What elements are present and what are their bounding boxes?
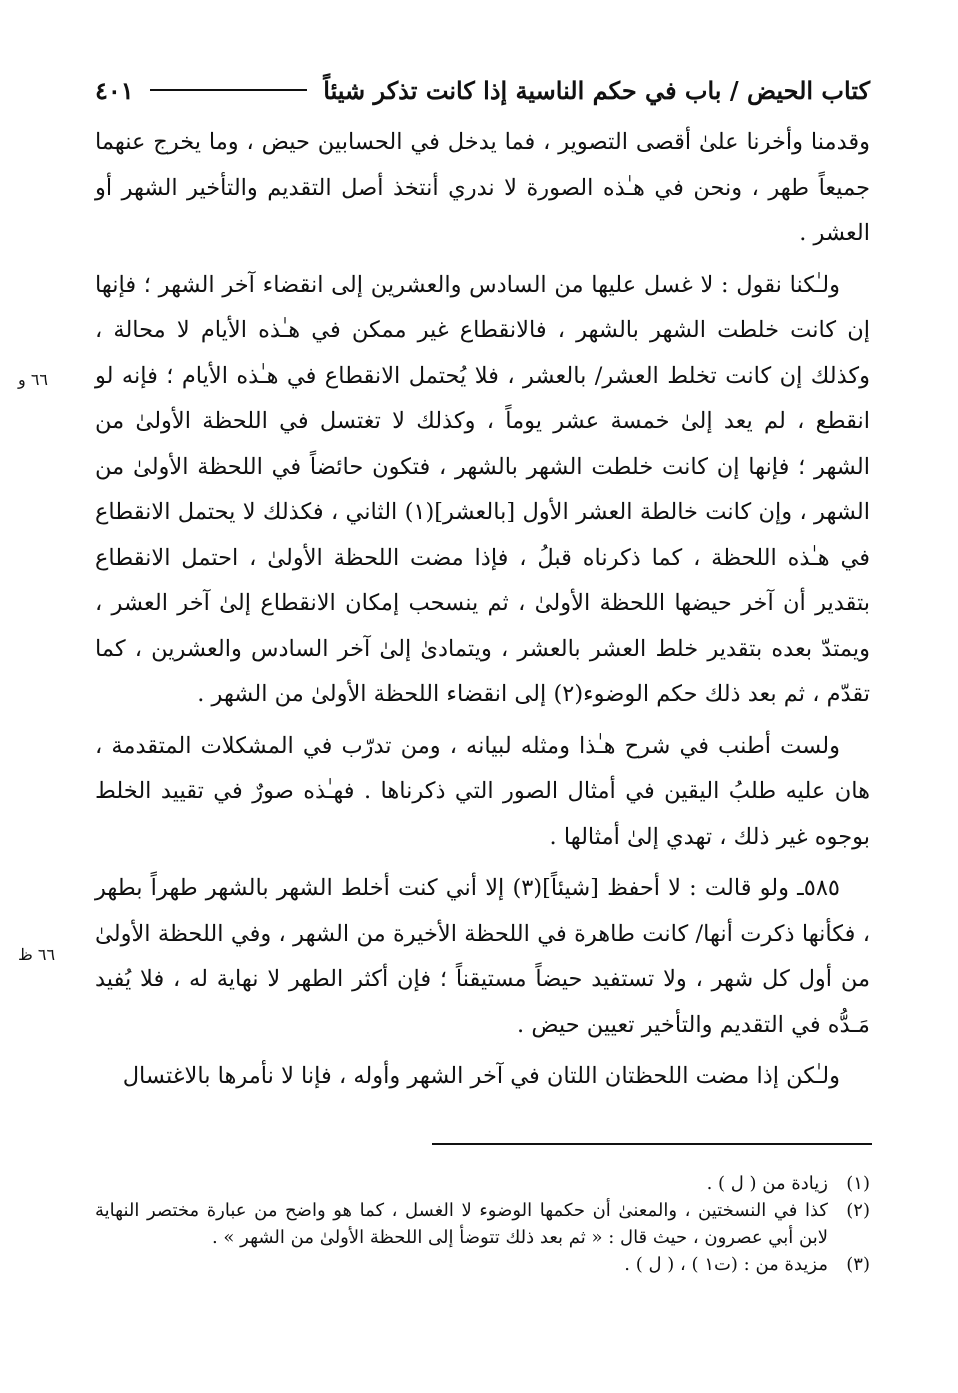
margin-folio-note: ٦٦ و <box>18 370 48 389</box>
footnote-text: مزيدة من : (ت١ ) ، ( ل ) . <box>624 1254 828 1275</box>
footnote-number: (٣) <box>846 1254 870 1275</box>
paragraph: ولست أطنب في شرح هـٰذا ومثله لبيانه ، ومن تدرّب في المشكلات المتقدمة ، هان عليه طلبُ اليقين في أمثال الصور التي ذكرناها . فهـٰذه صورٌ في تقييد الخلط بوجوه غير ذلك ، تهدي إلىٰ أمثالها . <box>95 732 870 850</box>
paragraph: ولـٰكنا نقول : لا غسل عليها من السادس والعشرين إلى انقضاء آخر الشهر ؛ فإنها إن كانت خلطت الشهر بالشهر ، فالانقطاع غير ممكن في هـٰذه الأيام لا محالة ، وكذلك إن كانت تخلط العشر/ بالعشر ، فلا يُحتمل الانقطاع في هـٰذه الأيام ؛ فإنه لو انقطع ، لم يعد إلىٰ خمسة عشر يوماً ، وكذلك لا تغتسل في اللحظة الأولىٰ من الشهر ؛ فإنها إن كانت خلطت الشهر بالشهر ، فتكون حائضاً في اللحظة الأولىٰ من الشهر ، وإن كانت خالطة العشر الأول [بالعشر](١) الثاني ، فكذلك لا يحتمل الانقطاع في هـٰذه اللحظة ، كما ذكرناه قبلُ ، فإذا مضت اللحظة الأولىٰ ، احتمل الانقطاع بتقدير أن آخر حيضها اللحظة الأولىٰ ، ثم ينسحب إمكان الانقطاع إلىٰ آخر العشر ، ويمتدّ بعده بتقدير خلط العشر بالعشر ، ويتمادىٰ إلىٰ آخر السادس والعشرين ، كما تقدّم ، ثم بعد ذلك حكم الوضوء(٢) إلى انقضاء اللحظة الأولىٰ من الشهر . <box>95 271 870 707</box>
footnote <box>95 1197 870 1251</box>
footnote-number: (٢) <box>846 1200 870 1221</box>
page-number: ٤٠١ <box>95 75 134 105</box>
footnote-text: كذا في النسختين ، والمعنىٰ أن حكمها الوضوء لا الغسل ، كما هو واضح من عبارة مختصر النهاية لابن أبي عصرون ، حيث قال : « ثم بعد ذلك تتوضأ إلى اللحظة الأولىٰ من الشهر » . <box>95 1200 828 1248</box>
footnote <box>95 1170 870 1197</box>
footnote <box>95 1251 870 1278</box>
margin-folio-note: ٦٦ ظ <box>18 945 56 964</box>
footnote-separator <box>432 1143 872 1145</box>
footnote-number: (١) <box>846 1173 870 1194</box>
main-text <box>95 120 870 1100</box>
paragraph: وقدمنا وأخرنا علىٰ أقصى التصوير ، فما يدخل في الحسابين حيض ، وما يخرج عنهما جميعاً طهر ، ونحن في هـٰذه الصورة لا ندري أنتخذ أصل التقديم والتأخير الشهر أو العشر . <box>95 129 870 246</box>
running-header <box>95 70 870 110</box>
footnotes <box>95 1170 870 1278</box>
paragraph: ولـٰكن إذا مضت اللحظتان اللتان في آخر الشهر وأوله ، فإنا لا نأمرها بالاغتسال <box>122 1063 840 1089</box>
header-rule <box>150 89 308 91</box>
paragraph: ٥٨٥ـ ولو قالت : لا أحفظ [شيئاً](٣) إلا أني كنت أخلط الشهر بالشهر طهراً بطهر ، فكأنها ذكرت أنها/ كانت طاهرة في اللحظة الأخيرة من الشهر ، وفي اللحظة الأولىٰ من أول كل شهر ، ولا تستفيد حيضاً مستيقناً ؛ فإن أكثر الطهر لا نهاية له ، فلا يُفيد مَـدُّه في التقديم والتأخير تعيين حيض . <box>95 875 870 1038</box>
footnote-text: زيادة من ( ل ) . <box>706 1173 828 1194</box>
header-title: كتاب الحيض / باب في حكم الناسية إذا كانت تذكر شيئاً <box>323 75 870 105</box>
